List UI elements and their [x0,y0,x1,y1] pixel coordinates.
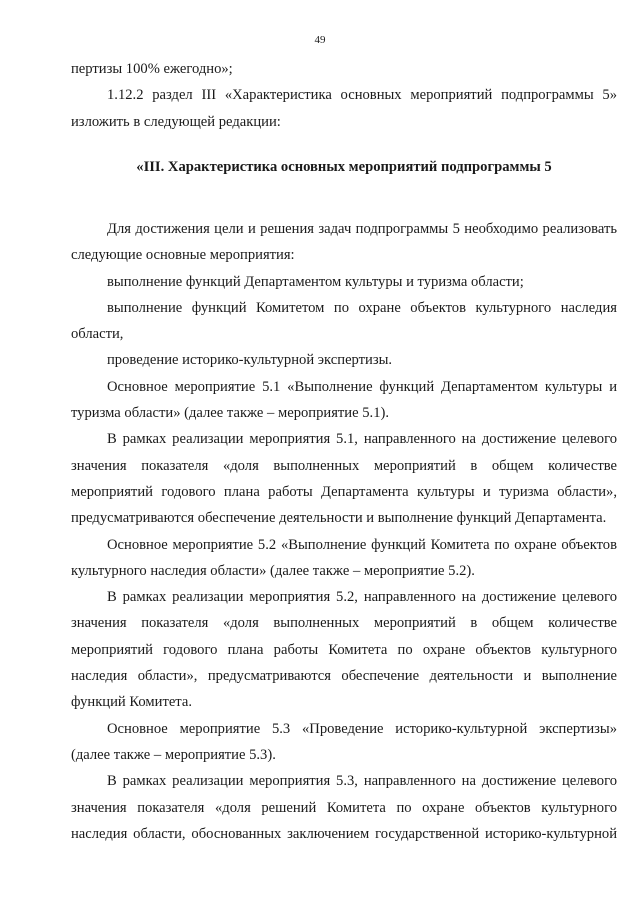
intro-paragraph-1: пертизы 100% ежегодно»; [71,61,233,77]
body-block [71,216,617,847]
body-paragraph: В рамках реализации мероприятия 5.2, направленного на достижение целевого значения показателя «доля выполненных мероприятий в общем количестве мероприятий годового плана работы Комитета по охране объектов культурного наследия области», предусматриваются обеспечение деятельности и выполнение функций Комитета. [71,589,617,711]
body-paragraph: проведение историко-культурной экспертизы. [107,352,393,369]
body-paragraph: В рамках реализации мероприятия 5.3, направленного на достижение целевого значения показателя «доля решений Комитета по охране объектов культурного наследия области, обоснованных заключением государственной историко-культурной [71,773,617,842]
body-paragraph: Для достижения цели и решения задач подпрограммы 5 необходимо реализовать следующие основные мероприятия: [71,221,617,264]
intro-paragraph-2: 1.12.2 раздел III «Характеристика основных мероприятий подпрограммы 5» изложить в следующей редакции: [71,87,617,130]
body-paragraph: выполнение функций Комитетом по охране объектов культурного наследия области, [71,299,617,343]
body-paragraph: Основное мероприятие 5.3 «Проведение историко-культурной экспертизы» (далее также – мероприятие 5.3). [71,720,617,763]
body-paragraph: Основное мероприятие 5.2 «Выполнение функций Комитета по охране объектов культурного наследия области» (далее также – мероприятие 5.2). [71,536,617,579]
body-paragraph: выполнение функций Департаментом культуры и туризма области; [107,273,524,290]
intro-block [71,56,617,135]
body-paragraph: В рамках реализации мероприятия 5.1, направленного на достижение целевого значения показателя «доля выполненных мероприятий в общем количестве мероприятий годового плана работы Департамента культуры и туризма области», предусматриваются обеспечение деятельности и выполнение функций Департамента. [71,431,617,527]
section-heading: «III. Характеристика основных мероприятий подпрограммы 5 [136,159,552,175]
body-paragraph: Основное мероприятие 5.1 «Выполнение функций Департаментом культуры и туризма области» (далее также – мероприятие 5.1). [71,378,617,422]
page-number: 49 [314,34,326,46]
